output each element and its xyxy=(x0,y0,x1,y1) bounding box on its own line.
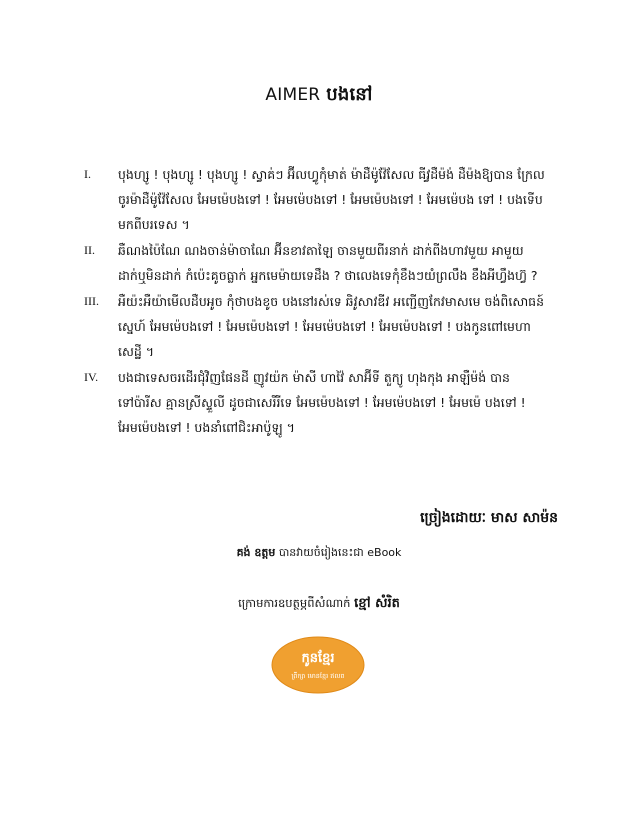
verse-3 xyxy=(80,289,550,364)
supervisor-name: ខ្មៅ សំរិត xyxy=(354,596,400,611)
verse-text: បងជាទេសចរដើរជុំវិញផែនដី ញូវយ៉ក ម៉ាសី ហាវ៉ៃ សាអ៊ីទី តួក្យូ ហុងកុង អាឡឺម៉ង់ បានទៅប៉ារីស គ្មានស្រីស្ទួលី ដូចជាសេរីរីទេ អែមម៉េបងទៅ ! អែមម៉េបងទៅ ! អែមម៉េ បងទៅ ! អែមម៉េបងទៅ ! បងនាំពៅជិះអាប៉ូឡូ ។ xyxy=(118,370,526,435)
verse-2 xyxy=(80,238,550,288)
verse-text: ឆឺណងប៉ៃណែ ណងចាន់ម៉ាចាណែ អ៊ីនខាវតាឡៃ ចានមួយពីរនាក់ ដាក់ពីងហាវមួយ អាមួយដាក់ឬមិនដាក់ កំប៉េះគូចធ្លាក់ អ្នកមេម៉ាយទេដឹង ? ថាលេងទេកុំខឹងៗយំព្រលឹង ខឹងអីហ្វឹងហ៊្វ ? xyxy=(118,243,538,283)
song-title-khmer: បងនៅ xyxy=(326,84,373,105)
lyrics-list xyxy=(80,162,550,441)
verse-number: IV. xyxy=(84,370,99,384)
typist-format: eBook xyxy=(367,546,402,559)
supervision-text: ក្រោមការឧបត្ថម្ភពីសំណាក់ xyxy=(238,596,351,610)
logo-subtitle: ព្រីក្សា មោនខ្មែរ ឥលព xyxy=(291,672,345,680)
publisher-logo xyxy=(271,636,365,694)
typist-name: គង់ ឧត្តម xyxy=(236,546,276,559)
verse-4 xyxy=(80,365,550,440)
song-title xyxy=(0,82,638,109)
logo-title: កូនខ្មែរ xyxy=(301,651,335,666)
verse-number: I. xyxy=(84,167,91,181)
song-title-latin: AIMER xyxy=(265,85,321,105)
verse-text: អឺយ៉ះអឺយ៉ាមើលដឺបអូច កុំថាបងខូច បងនៅរស់ទេ ឆិវូសាវឌីវ អញ្ជើញកែវមាសមេ ចង់ពិសោធន៍ស្នេហ៍ អែមម៉េបងទៅ ! អែមម៉េបងទៅ ! អែមម៉េបងទៅ ! អែមម៉េបងទៅ ! បងកូនពៅមេហាសេដ្ឋី ។ xyxy=(118,294,545,359)
verse-number: III. xyxy=(84,294,99,308)
typist-text: បានវាយចំរៀងនេះជា xyxy=(278,546,364,559)
verse-1 xyxy=(80,162,550,237)
verse-text: បុងហ្សូ ! បុងហ្សូ ! បុងហ្សូ ! ស្វាគ់ៗ អ៊ីលហ្វូកុំមាត់ ម៉ាដឺម៉ូវ៉ែសែល ធីវ្វដឺម៉ង់ ដឺម៉ងឱ្យបាន ក្រែល ចូរម៉ាដឺម៉ូវ៉ែសែល អែមម៉េបងទៅ ! អែមម៉េបងទៅ ! អែមម៉េបងទៅ ! អែមម៉េបង ទៅ ! បងទើបមកពីបរទេស ។ xyxy=(118,167,545,232)
singer-credit: ច្រៀងដោយៈ មាស សាម៉ន xyxy=(420,510,558,526)
supervision-credit xyxy=(0,595,638,614)
verse-number: II. xyxy=(84,243,95,257)
typist-credit xyxy=(0,546,638,562)
